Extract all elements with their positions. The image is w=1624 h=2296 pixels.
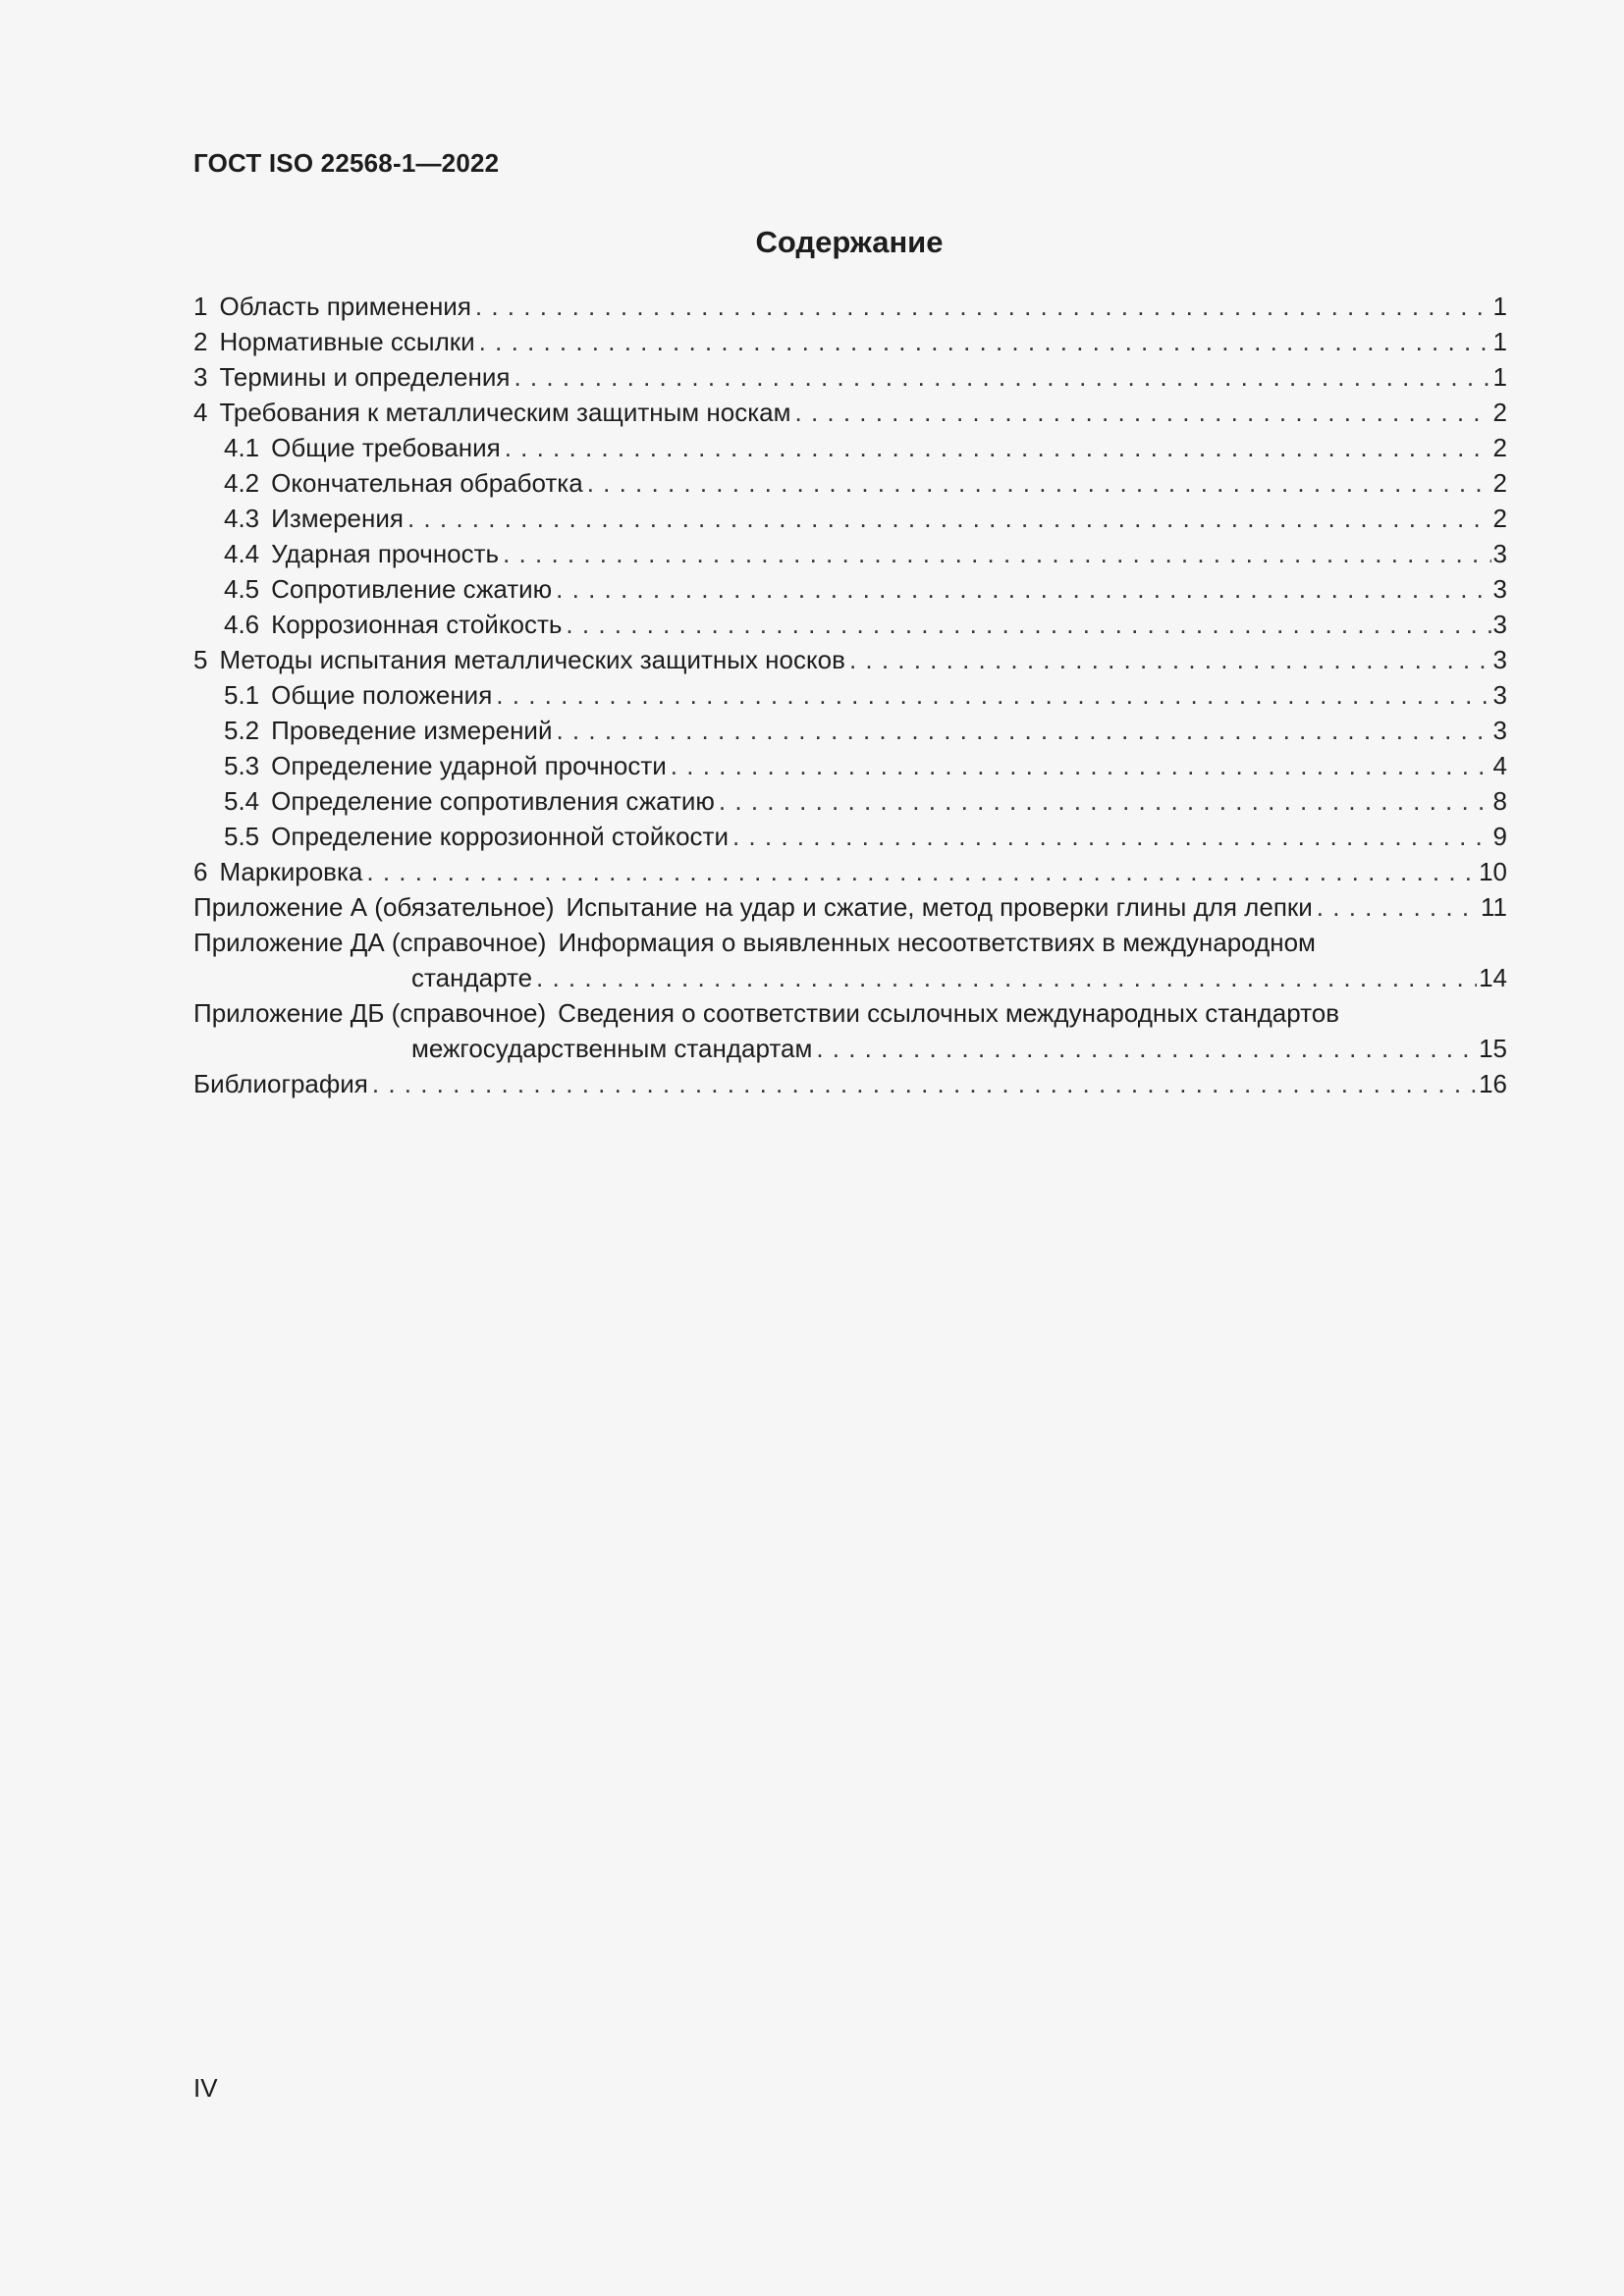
toc-entry-4[interactable] (193, 395, 1507, 430)
dot-leader (671, 748, 1491, 783)
toc-entry-4-2[interactable] (193, 465, 1507, 501)
toc-entry-4-3[interactable] (193, 501, 1507, 536)
toc-entry-number: 4.1 (224, 433, 260, 462)
toc-entry-title: Сопротивление сжатию (271, 574, 553, 604)
annex-type: Приложение А (обязательное) (193, 892, 555, 922)
toc-entry-bibliography[interactable] (193, 1066, 1507, 1101)
dot-leader (732, 819, 1491, 854)
toc-entry-page: 3 (1492, 645, 1507, 674)
toc-entry-title: Определение ударной прочности (271, 751, 667, 780)
toc-entry-page: 3 (1492, 680, 1507, 710)
toc-entry-number: 5.3 (224, 751, 260, 780)
toc-entry-title: Проведение измерений (271, 716, 553, 745)
dot-leader (556, 713, 1490, 748)
dot-leader (556, 571, 1490, 607)
dot-leader (719, 783, 1491, 819)
toc-entry-number: 1 (193, 292, 208, 321)
toc-entry-page: 2 (1492, 398, 1507, 427)
annex-type: Приложение ДА (справочное) (193, 928, 547, 957)
dot-leader (536, 960, 1477, 995)
toc-entry-5-5[interactable] (193, 819, 1507, 854)
dot-leader (514, 359, 1490, 395)
toc-entry-page: 2 (1492, 504, 1507, 533)
toc-entry-page: 4 (1492, 751, 1507, 780)
dot-leader (795, 395, 1491, 430)
toc-entry-page: 3 (1492, 716, 1507, 745)
toc-title: Содержание (755, 225, 944, 259)
toc-entry-page: 1 (1492, 292, 1507, 321)
toc-entry-number: 4 (193, 398, 208, 427)
dot-leader (587, 465, 1491, 501)
toc-entry-number: 5.2 (224, 716, 260, 745)
toc-entry-title: Методы испытания металлических защитных носков (219, 645, 845, 674)
toc-entry-page: 15 (1479, 1034, 1507, 1063)
toc-entry-annex-da-cont[interactable] (193, 960, 1507, 995)
toc-entry-2[interactable] (193, 324, 1507, 359)
dot-leader (816, 1031, 1477, 1066)
toc-entry-4-4[interactable] (193, 536, 1507, 571)
toc-entry-title: Общие требования (271, 433, 501, 462)
toc-entry-page: 9 (1492, 822, 1507, 851)
annex-type: Приложение ДБ (справочное) (193, 998, 547, 1028)
toc-entry-page: 3 (1492, 610, 1507, 639)
toc-entry-page: 1 (1492, 362, 1507, 392)
toc-entry-page: 8 (1492, 786, 1507, 816)
toc-entry-6[interactable] (193, 854, 1507, 889)
toc-entry-4-1[interactable] (193, 430, 1507, 465)
toc-entry-number: 2 (193, 327, 208, 356)
toc-entry-number: 6 (193, 857, 208, 886)
dot-leader (1317, 889, 1479, 925)
toc-entry-annex-a[interactable] (193, 889, 1507, 925)
toc-entry-number: 5.4 (224, 786, 260, 816)
dot-leader (479, 324, 1491, 359)
toc-entry-title: Библиография (193, 1069, 368, 1098)
toc-entry-title: Общие положения (271, 680, 493, 710)
toc-entry-5-2[interactable] (193, 713, 1507, 748)
toc-entry-number: 4.6 (224, 610, 260, 639)
dot-leader (503, 536, 1490, 571)
toc-entry-number: 3 (193, 362, 208, 392)
dot-leader (496, 677, 1490, 713)
toc-entry-page: 14 (1479, 963, 1507, 992)
toc-entry-3[interactable] (193, 359, 1507, 395)
toc-entry-page: 3 (1492, 539, 1507, 568)
toc-entry-title: Область применения (219, 292, 471, 321)
toc-entry-page: 1 (1492, 327, 1507, 356)
toc-entry-page: 2 (1492, 433, 1507, 462)
toc-entry-title: Нормативные ссылки (219, 327, 475, 356)
toc-entry-page: 11 (1481, 892, 1507, 922)
toc-entry-number: 5.1 (224, 680, 260, 710)
toc-entry-title-continued: стандарте (411, 963, 533, 992)
toc-entry-annex-db-cont[interactable] (193, 1031, 1507, 1066)
toc-entry-number: 4.2 (224, 468, 260, 498)
toc-entry-1[interactable] (193, 289, 1507, 324)
toc-entry-page: 10 (1479, 857, 1507, 886)
toc-entry-title: Окончательная обработка (271, 468, 583, 498)
toc-entry-title-continued: межгосударственным стандартам (411, 1034, 813, 1063)
dot-leader (849, 642, 1491, 677)
dot-leader (475, 289, 1491, 324)
toc-entry-4-5[interactable] (193, 571, 1507, 607)
toc-entry-5-4[interactable] (193, 783, 1507, 819)
toc-entry-title: Определение сопротивления сжатию (271, 786, 715, 816)
toc-entry-page: 3 (1492, 574, 1507, 604)
toc-entry-number: 5 (193, 645, 208, 674)
dot-leader (372, 1066, 1477, 1101)
toc-entry-number: 5.5 (224, 822, 260, 851)
toc-entry-page: 2 (1492, 468, 1507, 498)
toc-entry-number: 4.5 (224, 574, 260, 604)
toc-entry-5-1[interactable] (193, 677, 1507, 713)
toc-entry-title: Ударная прочность (271, 539, 500, 568)
dot-leader (407, 501, 1491, 536)
dot-leader (505, 430, 1491, 465)
toc-entry-annex-da[interactable] (193, 925, 1507, 960)
toc-entry-annex-db[interactable] (193, 995, 1507, 1031)
toc-entry-title: Испытание на удар и сжатие, метод проверки глины для лепки (566, 892, 1313, 922)
toc-entry-number: 4.3 (224, 504, 260, 533)
toc-entry-title: Требования к металлическим защитным носкам (219, 398, 791, 427)
toc-entry-title: Определение коррозионной стойкости (271, 822, 729, 851)
dot-leader (366, 854, 1477, 889)
toc-entry-title: Маркировка (219, 857, 363, 886)
toc-entry-page: 16 (1479, 1069, 1507, 1098)
document-id: ГОСТ ISO 22568-1—2022 (193, 148, 500, 178)
toc-entry-5-3[interactable] (193, 748, 1507, 783)
toc-entry-title: Сведения о соответствии ссылочных международных стандартов (558, 998, 1340, 1028)
toc-entry-title: Информация о выявленных несоответствиях в международном (558, 928, 1316, 957)
toc-entry-5[interactable] (193, 642, 1507, 677)
dot-leader (566, 607, 1490, 642)
toc-entry-title: Термины и определения (219, 362, 511, 392)
toc-entry-title: Измерения (271, 504, 404, 533)
page-number: IV (193, 2073, 218, 2103)
toc-entry-4-6[interactable] (193, 607, 1507, 642)
toc-entry-title: Коррозионная стойкость (271, 610, 563, 639)
toc-entry-number: 4.4 (224, 539, 260, 568)
table-of-contents (193, 289, 1507, 1101)
